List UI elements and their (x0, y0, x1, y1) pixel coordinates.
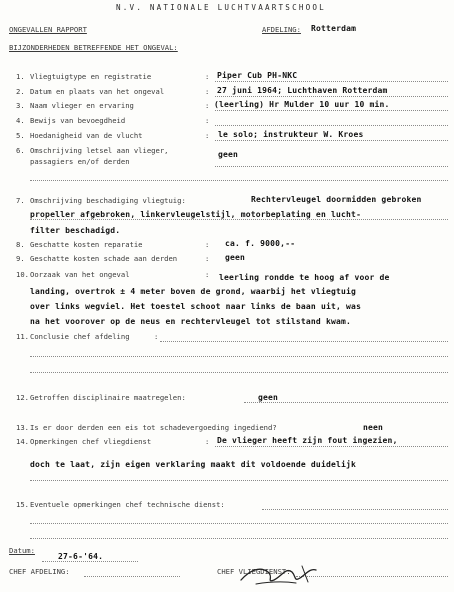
item-value: geen (225, 253, 246, 262)
dotted-line (215, 125, 448, 126)
item-value-continued: doch te laat, zijn eigen verklaring maakt dit voldoende duidelijk (30, 460, 357, 469)
dotted-line (30, 356, 448, 357)
item-value: Rechtervleugel doormidden gebroken (251, 195, 422, 204)
item-number: 7. (16, 196, 25, 205)
item-value: leerling rondde te hoog af voor de (219, 273, 390, 282)
item-label: Omschrijving letsel aan vlieger, (30, 146, 169, 155)
dotted-line (30, 180, 448, 181)
dotted-line (30, 538, 448, 539)
dotted-line (215, 96, 448, 97)
department-label: AFDELING: (262, 25, 301, 34)
dotted-line (42, 561, 138, 562)
item-number: 8. (16, 240, 25, 249)
item-label: Getroffen disciplinaire maatregelen: (30, 393, 186, 402)
item-value-continued: over links wegviel. Het toestel schoot naar links de baan uit, was (30, 302, 362, 311)
item-label: Hoedanigheid van de vlucht (30, 131, 143, 140)
department-value: Rotterdam (311, 24, 357, 33)
item-value: le solo; instrukteur W. Kroes (218, 130, 364, 139)
dotted-line (215, 81, 448, 82)
item-value-continued: landing, overtrok ± 4 meter boven de grond, waarbij het vliegtuig (30, 287, 357, 296)
item-number: 9. (16, 254, 25, 263)
item-label: Naam vlieger en ervaring (30, 101, 134, 110)
dotted-line (30, 372, 448, 373)
item-value: geen (218, 150, 239, 159)
item-number: 11. (16, 332, 29, 341)
item-label: Is er door derden een eis tot schadevergoeding ingediend? (30, 423, 277, 432)
item-separator: : (205, 240, 210, 249)
item-label: Geschatte kosten reparatie (30, 240, 143, 249)
item-label: Eventuele opmerkingen chef technische dienst: (30, 500, 225, 509)
dotted-line (262, 509, 448, 510)
item-value-continued: na het voorover op de neus en rechtervleugel tot stilstand kwam. (30, 317, 352, 326)
item-label: Omschrijving beschadiging vliegtuig: (30, 196, 186, 205)
dotted-line (84, 576, 180, 577)
item-label: Bewijs van bevoegdheid (30, 116, 126, 125)
dotted-line (215, 446, 448, 447)
dotted-line (215, 110, 448, 111)
handwritten-signature (238, 558, 328, 588)
dotted-line (30, 219, 448, 220)
item-label: Datum en plaats van het ongeval (30, 87, 165, 96)
section-title: BIJZONDERHEDEN BETREFFENDE HET ONGEVAL: (9, 43, 178, 52)
dotted-line (244, 402, 448, 403)
item-label: Oorzaak van het ongeval (30, 270, 130, 279)
dotted-line (30, 480, 448, 481)
item-separator: : (205, 72, 210, 81)
item-number: 3. (16, 101, 25, 110)
item-number: 6. (16, 146, 25, 155)
item-label: Vliegtuigtype en registratie (30, 72, 152, 81)
dotted-line (160, 341, 448, 342)
date-value: 27-6-'64. (58, 552, 104, 561)
item-value: geen (258, 393, 279, 402)
item-separator: : (205, 254, 210, 263)
item-value: (leerling) Hr Mulder 10 uur 10 min. (214, 100, 390, 109)
item-separator: : (154, 332, 159, 341)
school-title: N.V. NATIONALE LUCHTVAARTSCHOOL (116, 3, 326, 12)
item-number: 2. (16, 87, 25, 96)
item-value: ca. f. 9000,-- (225, 239, 296, 248)
item-number: 4. (16, 116, 25, 125)
dotted-line (215, 140, 448, 141)
report-label: ONGEVALLEN RAPPORT (9, 25, 87, 34)
item-separator: : (205, 437, 210, 446)
item-label: Opmerkingen chef vliegdienst (30, 437, 152, 446)
dotted-line (215, 166, 448, 167)
dotted-line (30, 523, 448, 524)
date-label: Datum: (9, 546, 35, 555)
item-value: neen (363, 423, 384, 432)
item-number: 10. (16, 270, 29, 279)
item-value: De vlieger heeft zijn fout ingezien, (217, 436, 398, 445)
item-number: 12. (16, 393, 29, 402)
item-number: 1. (16, 72, 25, 81)
item-value-continued: filter beschadigd. (30, 226, 121, 235)
item-separator: : (205, 116, 210, 125)
chef-vliegdienst-label: CHEF VLIEGDIENST: (217, 567, 291, 576)
item-separator: : (205, 87, 210, 96)
item-value: 27 juni 1964; Luchthaven Rotterdam (217, 86, 388, 95)
item-separator: : (205, 131, 210, 140)
chef-afdeling-label: CHEF AFDELING: (9, 567, 70, 576)
item-number: 14. (16, 437, 29, 446)
item-label: Conclusie chef afdeling (30, 332, 130, 341)
item-label: Geschatte kosten schade aan derden (30, 254, 178, 263)
item-number: 13. (16, 423, 29, 432)
item-number: 5. (16, 131, 25, 140)
item-value-continued: propeller afgebroken, linkervleugelstijl, motorbeplating en lucht- (30, 210, 362, 219)
item-separator: : (205, 270, 210, 279)
item-label-continued: passagiers en/of derden (30, 157, 130, 166)
item-separator: : (205, 101, 210, 110)
item-value: Piper Cub PH-NKC (217, 71, 298, 80)
item-number: 15. (16, 500, 29, 509)
